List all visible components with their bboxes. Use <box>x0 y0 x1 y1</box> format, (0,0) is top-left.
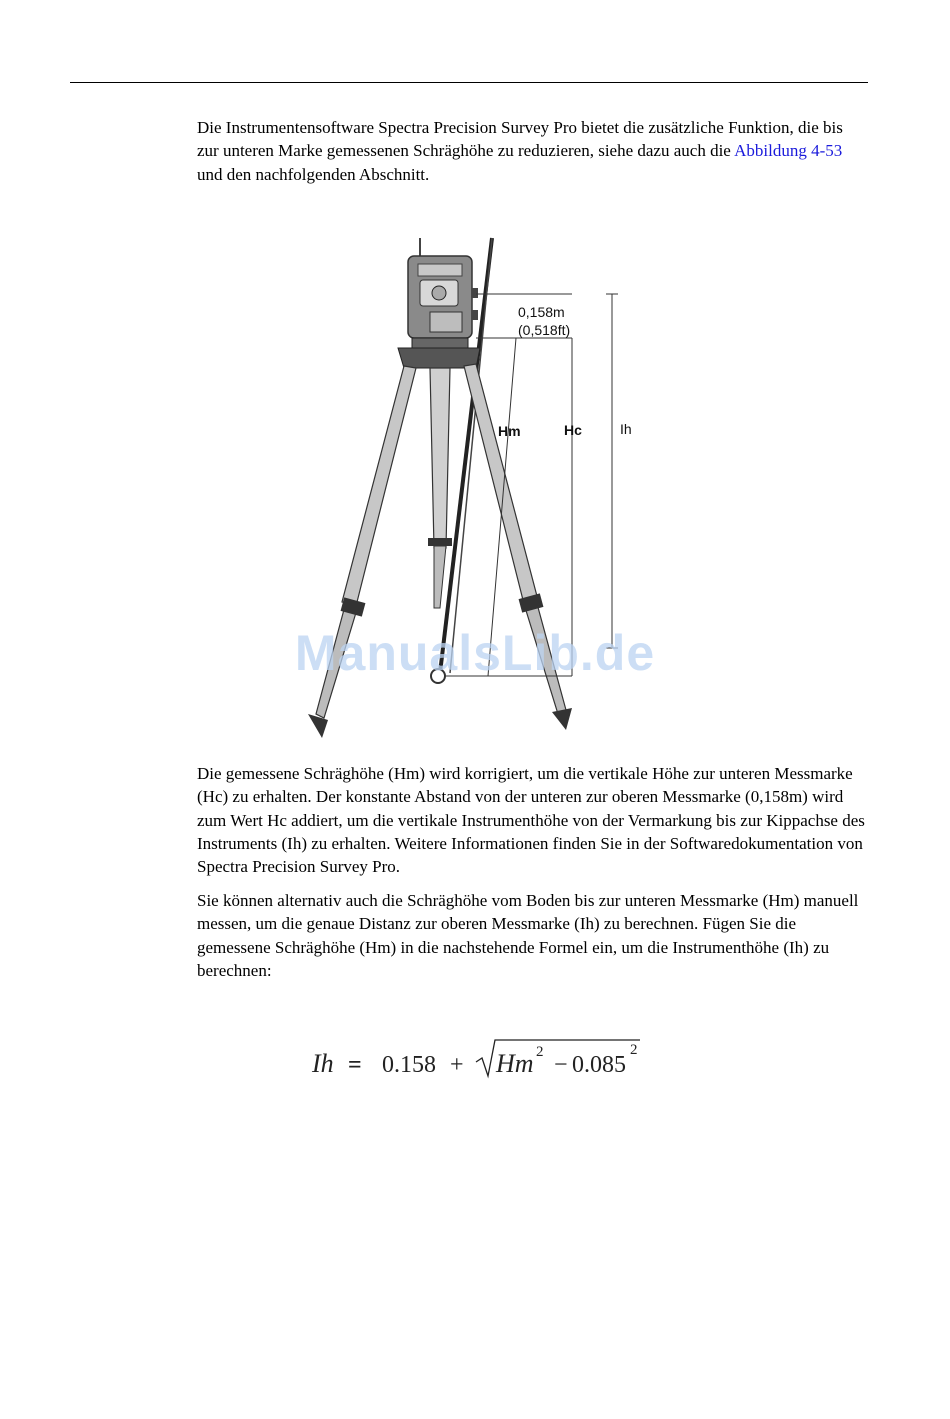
formula-variable: Hm <box>496 1049 534 1078</box>
formula-lhs: Ih <box>312 1049 334 1078</box>
formula-exponent-1: 2 <box>536 1044 544 1060</box>
watermark: ManualsLib.de <box>294 625 656 681</box>
instrument-height-formula <box>310 1030 650 1090</box>
formula-exponent-2: 2 <box>630 1042 638 1058</box>
formula-plus: + <box>450 1052 464 1078</box>
intro-text: Die Instrumentensoftware Spectra Precision Survey Pro bietet die zusätzliche Funktion, die bis zur unteren Marke gemessenen Schräghöhe zu reduzieren, siehe dazu auch die <box>197 118 843 161</box>
formula-constant: 0.158 <box>382 1052 436 1078</box>
formula-equals: = <box>348 1052 362 1078</box>
intro-text-end: und den nachfolgenden Abschnitt. <box>197 164 430 184</box>
offset-m-label: 0,158m <box>518 304 565 320</box>
figure-reference-link[interactable]: Abbildung 4-53 <box>734 141 843 161</box>
hc-label: Hc <box>564 422 582 438</box>
intro-paragraph <box>197 116 868 186</box>
formula-offset: 0.085 <box>572 1052 626 1078</box>
ih-label: Ih <box>620 421 632 437</box>
offset-ft-label: (0,518ft) <box>518 322 571 338</box>
header-rule <box>70 82 868 83</box>
correction-paragraph: Die gemessene Schräghöhe (Hm) wird korrigiert, um die vertikale Höhe zur unteren Messmarke (Hc) zu erhalten. Der konstante Abstand von der unteren zur oberen Messmarke (0,158m) wird zum Wert Hc addiert, um die vertikale Instrumenthöhe von der Vermarkung bis zur Kippachse des Instruments (Ih) zu erhalten. Weitere Informationen finden Sie in der Softwaredokumentation von Spectra Precision Survey Pro. <box>197 764 865 877</box>
hm-label: Hm <box>498 423 521 439</box>
formula-minus: − <box>554 1052 568 1078</box>
manual-measure-paragraph: Sie können alternativ auch die Schräghöhe vom Boden bis zur unteren Messmarke (Hm) manuell messen, um die genaue Distanz zur oberen Messmarke (Ih) zu berechnen. Fügen Sie die gemessene Schräghöhe (Hm) in die nachstehende Formel ein, um die Instrumenthöhe (Ih) zu berechnen: <box>197 891 859 980</box>
